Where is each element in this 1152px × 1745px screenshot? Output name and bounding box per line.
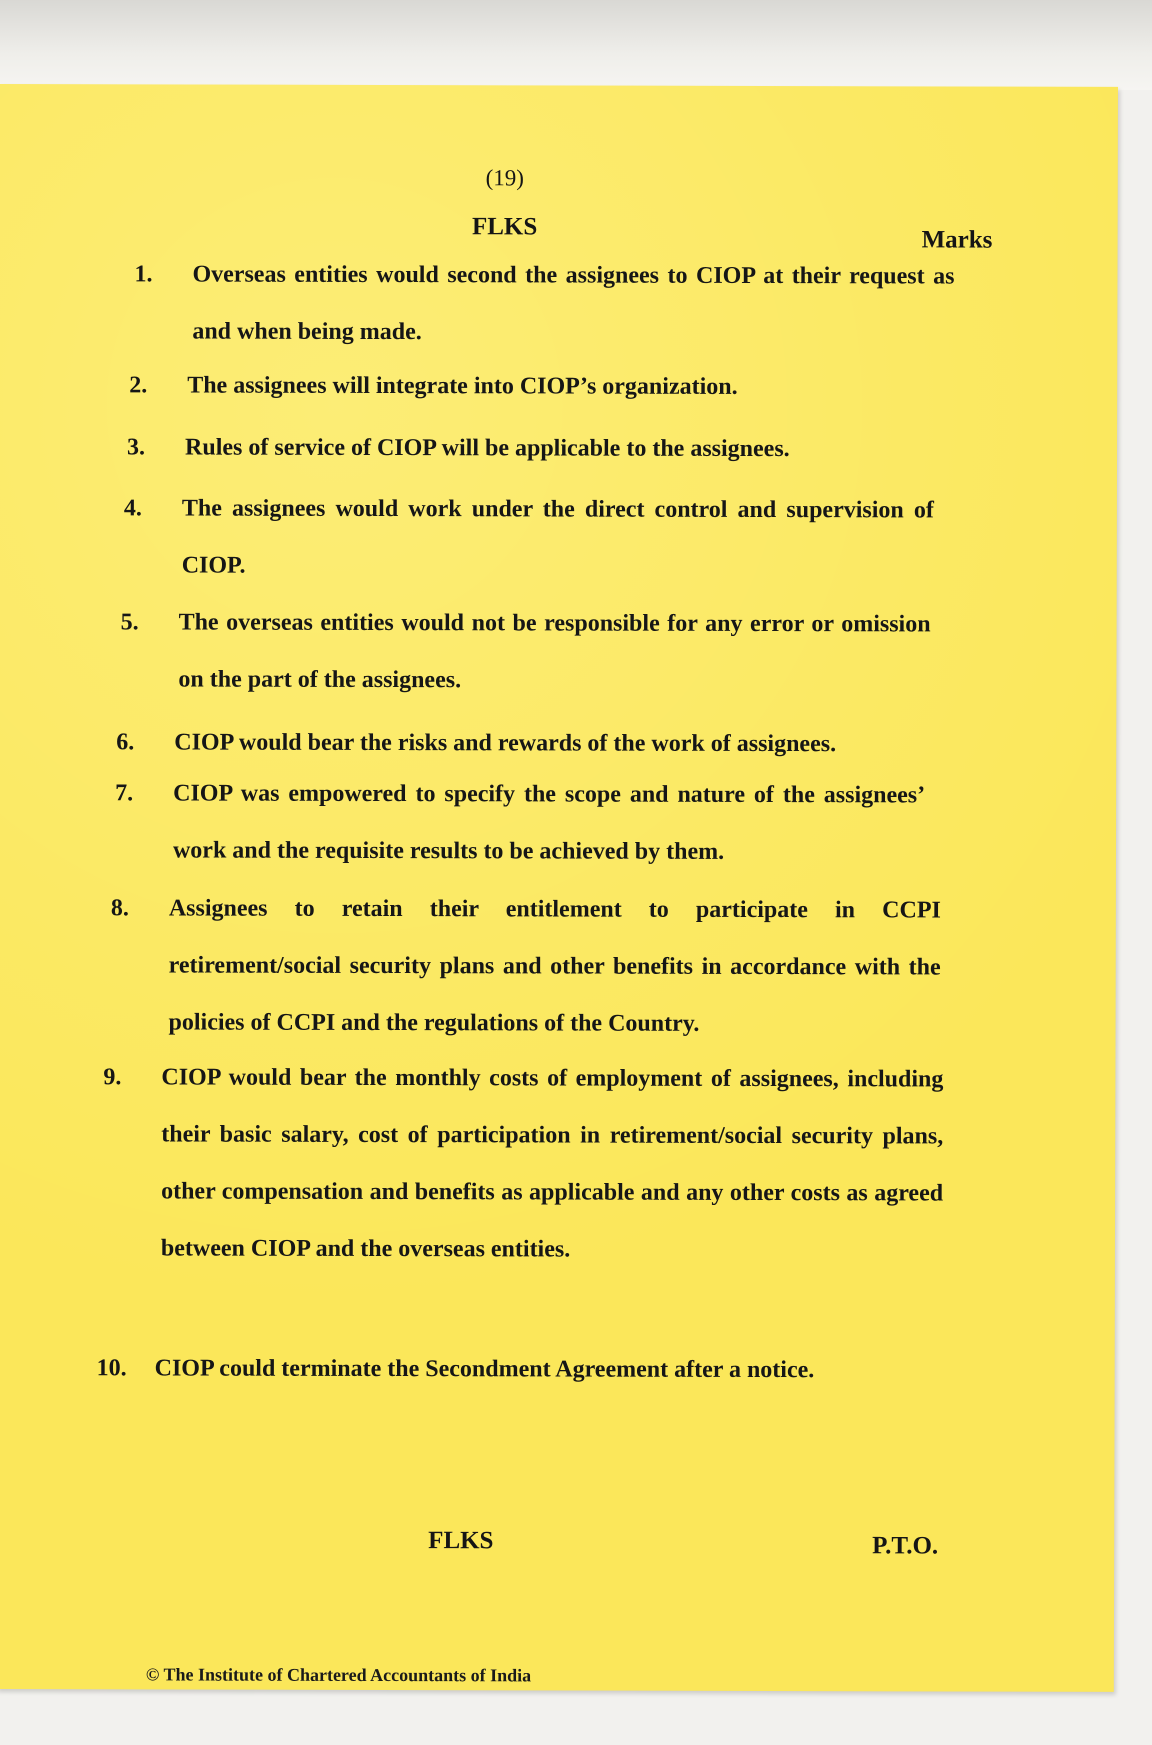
list-item-7 [115,765,935,881]
item-text: CIOP would bear the monthly costs of employment of assignees, including their basic salary, cost of participation in retirement/social security plans, other compensation and benefits as applicable and any other costs as agreed between CIOP and the overseas entities. [160,1064,944,1263]
pto-label: P.T.O. [872,1532,939,1560]
item-text: CIOP was empowered to specify the scope and nature of the assignees’ work and the requisite results to be achieved by them. [172,780,926,865]
item-number: 7. [115,780,134,807]
item-text: Assignees to retain their entitlement to participate in CCPI retirement/social security plans and other benefits in accordance with the policies of CCPI and the regulations of the Country. [168,895,941,1037]
footer-paper-code: FLKS [428,1527,494,1555]
item-number: 1. [134,261,153,288]
list-item-3 [127,419,947,478]
item-number: 8. [110,895,129,922]
item-number: 2. [129,372,148,399]
marks-column-label: Marks [921,226,993,254]
header-paper-code: FLKS [471,213,538,241]
item-text: CIOP could terminate the Secondment Agreement after a notice. [154,1355,815,1384]
document-page [0,84,1118,1692]
item-number: 9. [103,1064,122,1091]
scan-background [0,0,1152,90]
list-item-2 [129,357,949,416]
list-item-1 [134,246,954,362]
list-item-9 [103,1049,944,1336]
list-item-6 [116,714,936,773]
copyright-notice: © The Institute of Chartered Accountants of India [145,1664,532,1686]
list-item-10 [97,1340,937,1399]
page-number: (19) [485,165,524,191]
item-number: 10. [96,1355,127,1382]
list-item-8 [110,880,940,1053]
item-text: The assignees would work under the direct control and supervision of CIOP. [181,495,934,579]
item-text: The assignees will integrate into CIOP’s organization. [187,372,738,400]
item-number: 3. [127,434,146,461]
item-text: The overseas entities would not be responsible for any error or omission on the part of the assignees. [178,609,931,694]
list-item-4 [124,480,944,596]
item-number: 6. [116,729,135,756]
item-text: Overseas entities would second the assignees to CIOP at their request as and when being made. [192,261,955,346]
item-number: 5. [120,609,139,636]
item-number: 4. [123,495,142,522]
list-item-5 [120,594,940,710]
item-text: Rules of service of CIOP will be applicable to the assignees. [185,434,790,463]
item-text: CIOP would bear the risks and rewards of the work of assignees. [174,729,837,758]
